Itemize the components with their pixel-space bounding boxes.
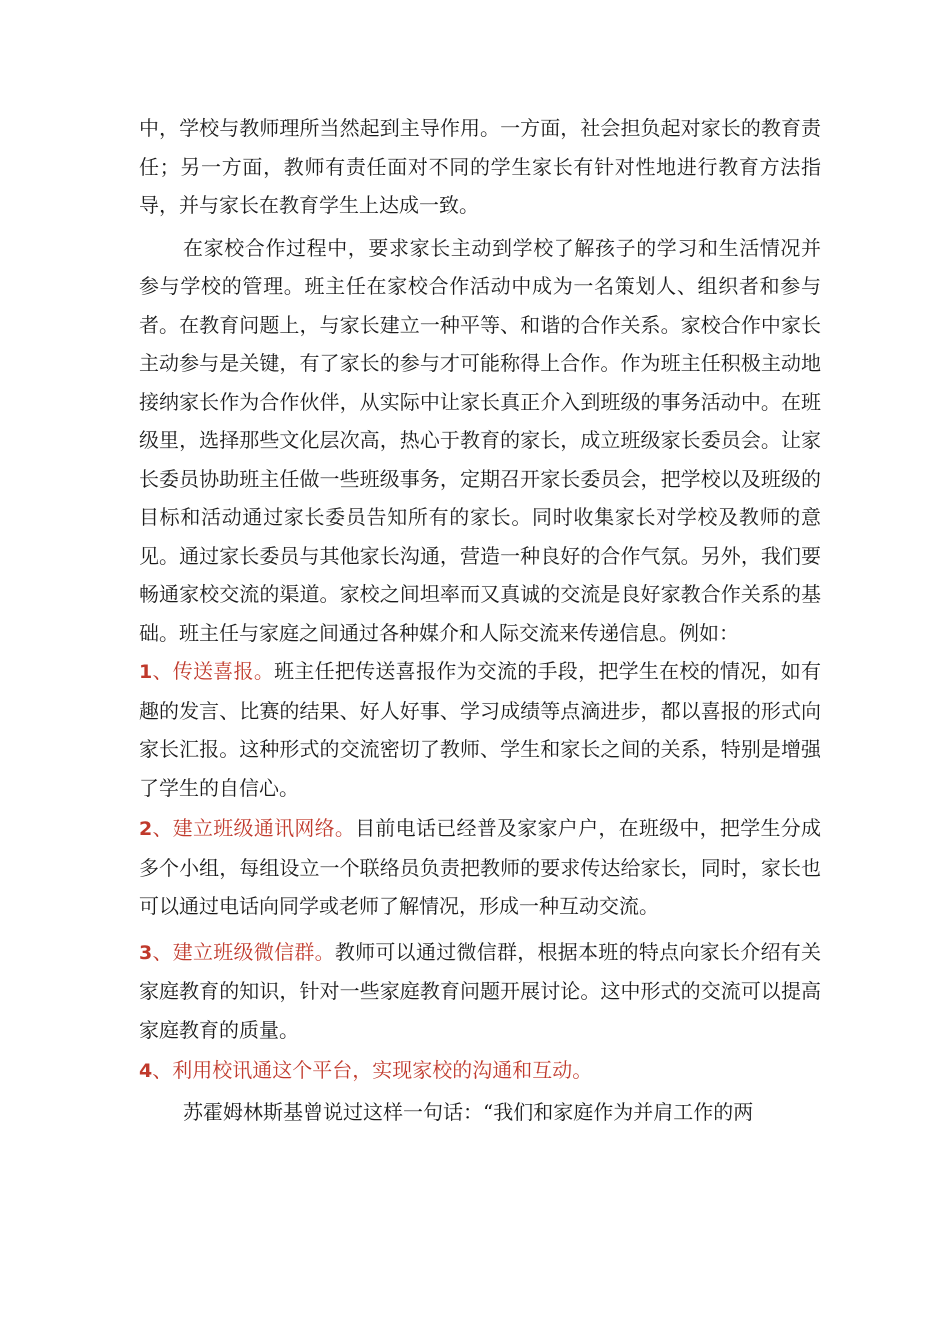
list-item-2: [139, 809, 821, 926]
paragraph-cooperation: 在家校合作过程中，要求家长主动到学校了解孩子的学习和生活情况并参与学校的管理。班主任在家校合作活动中成为一名策划人、组织者和参与者。在教育问题上，与家长建立一种平等、和谐的合作关系。家校合作中家长主动参与是关键，有了家长的参与才可能称得上合作。作为班主任积极主动地接纳家长作为合作伙伴，从实际中让家长真正介入到班级的事务活动中。在班级里，选择那些文化层次高，热心于教育的家长，成立班级家长委员会。让家长委员协助班主任做一些班级事务，定期召开家长委员会，把学校以及班级的目标和活动通过家长委员告知所有的家长。同时收集家长对学校及教师的意见。通过家长委员与其他家长沟通，营造一种良好的合作气氛。另外，我们要畅通家校交流的渠道。家校之间坦率而又真诚的交流是良好家教合作关系的基础。班主任与家庭之间通过各种媒介和人际交流来传递信息。例如：: [139, 235, 821, 645]
paragraph-quote-start: 苏霍姆林斯基曾说过这样一句话：“我们和家庭作为并肩工作的两: [183, 1099, 754, 1124]
list-item-4: [139, 1051, 821, 1091]
paragraph-intro: 中，学校与教师理所当然起到主导作用。一方面，社会担负起对家长的教育责任；另一方面，教师有责任面对不同的学生家长有针对性地进行教育方法指导，并与家长在教育学生上达成一致。: [139, 116, 821, 217]
list-item-number: 3: [139, 941, 153, 964]
list-item-title: 建立班级通讯网络。: [172, 816, 356, 840]
list-item-number: 4: [139, 1060, 153, 1082]
list-item-separator: 、: [152, 939, 173, 964]
list-item-1: [139, 652, 821, 807]
list-item-title: 利用校讯通这个平台，实现家校的沟通和互动。: [172, 1058, 593, 1082]
list-item-number: 1: [139, 661, 153, 683]
list-item-title: 传送喜报。: [172, 659, 275, 683]
list-item-body: 目前电话已经普及家家户户，在班级中，把学生分成多个小组，每组设立一个联络员负责把教师的要求传达给家长，同时，家长也可以通过电话向同学或老师了解情况，形成一种互动交流。: [139, 816, 821, 918]
list-item-title: 建立班级微信群。: [172, 939, 335, 964]
list-item-separator: 、: [152, 816, 173, 840]
document-body: [139, 109, 821, 1131]
list-item-separator: 、: [152, 1058, 173, 1082]
list-item-number: 2: [139, 818, 153, 840]
list-item-body: 班主任把传送喜报作为交流的手段，把学生在校的情况，如有趣的发言、比赛的结果、好人好事、学习成绩等点滴进步，都以喜报的形式向家长汇报。这种形式的交流密切了教师、学生和家长之间的关系，特别是增强了学生的自信心。: [139, 659, 821, 800]
list-item-3: [139, 933, 821, 1050]
list-item-separator: 、: [152, 659, 173, 683]
list-item-body: 教师可以通过微信群，根据本班的特点向家长介绍有关家庭教育的知识，针对一些家庭教育问题开展讨论。这中形式的交流可以提高家庭教育的质量。: [139, 939, 821, 1042]
